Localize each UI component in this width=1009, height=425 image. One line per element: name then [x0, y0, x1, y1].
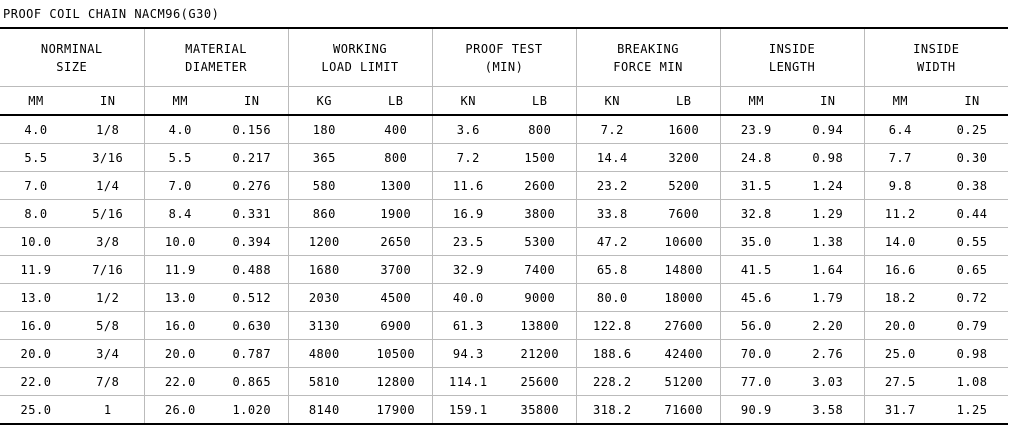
table-cell: 27.5	[864, 368, 936, 396]
table-cell: 1300	[360, 172, 432, 200]
table-cell: 5.5	[0, 144, 72, 172]
table-cell: 0.488	[216, 256, 288, 284]
table-cell: 5/16	[72, 200, 144, 228]
table-cell: 122.8	[576, 312, 648, 340]
table-cell: 10600	[648, 228, 720, 256]
table-cell: 7.0	[144, 172, 216, 200]
table-row	[0, 228, 1008, 256]
table-cell: 0.94	[792, 115, 864, 144]
table-cell: 7600	[648, 200, 720, 228]
table-cell: 0.98	[936, 340, 1008, 368]
unit-header-cell: KN	[576, 87, 648, 116]
table-cell: 0.55	[936, 228, 1008, 256]
table-cell: 31.5	[720, 172, 792, 200]
header-line: WIDTH	[916, 59, 956, 74]
table-cell: 3/8	[72, 228, 144, 256]
table-cell: 11.6	[432, 172, 504, 200]
table-cell: 21200	[504, 340, 576, 368]
table-cell: 7.2	[576, 115, 648, 144]
header-line: LOAD LIMIT	[321, 59, 399, 74]
table-cell: 20.0	[864, 312, 936, 340]
unit-header-row	[0, 87, 1008, 116]
table-cell: 114.1	[432, 368, 504, 396]
unit-header-cell: MM	[0, 87, 72, 116]
table-cell: 2650	[360, 228, 432, 256]
table-cell: 0.787	[216, 340, 288, 368]
table-cell: 20.0	[0, 340, 72, 368]
table-cell: 7.0	[0, 172, 72, 200]
table-cell: 0.276	[216, 172, 288, 200]
table-cell: 16.9	[432, 200, 504, 228]
table-cell: 8140	[288, 396, 360, 425]
table-cell: 0.156	[216, 115, 288, 144]
table-cell: 0.44	[936, 200, 1008, 228]
table-cell: 4.0	[144, 115, 216, 144]
table-row	[0, 368, 1008, 396]
table-cell: 1.08	[936, 368, 1008, 396]
unit-header-cell: KG	[288, 87, 360, 116]
header-line: PROOF TEST	[465, 41, 543, 56]
table-cell: 580	[288, 172, 360, 200]
table-cell: 0.65	[936, 256, 1008, 284]
table-cell: 16.0	[0, 312, 72, 340]
table-cell: 0.79	[936, 312, 1008, 340]
table-cell: 10500	[360, 340, 432, 368]
table-cell: 800	[360, 144, 432, 172]
table-cell: 7.2	[432, 144, 504, 172]
table-cell: 10.0	[0, 228, 72, 256]
table-row	[0, 340, 1008, 368]
table-cell: 1680	[288, 256, 360, 284]
table-cell: 41.5	[720, 256, 792, 284]
table-cell: 17900	[360, 396, 432, 425]
table-title: PROOF COIL CHAIN NACM96(G30)	[3, 7, 220, 21]
table-cell: 13800	[504, 312, 576, 340]
table-cell: 18.2	[864, 284, 936, 312]
table-cell: 4500	[360, 284, 432, 312]
table-cell: 3.6	[432, 115, 504, 144]
table-cell: 13.0	[144, 284, 216, 312]
table-cell: 3.58	[792, 396, 864, 425]
header-material-diameter	[144, 28, 288, 87]
table-cell: 20.0	[144, 340, 216, 368]
unit-header-cell: MM	[864, 87, 936, 116]
table-cell: 1/4	[72, 172, 144, 200]
table-cell: 31.7	[864, 396, 936, 425]
table-row	[0, 284, 1008, 312]
table-cell: 80.0	[576, 284, 648, 312]
table-cell: 24.8	[720, 144, 792, 172]
table-cell: 860	[288, 200, 360, 228]
table-cell: 228.2	[576, 368, 648, 396]
unit-header-cell: KN	[432, 87, 504, 116]
unit-header-cell: IN	[72, 87, 144, 116]
table-cell: 3130	[288, 312, 360, 340]
table-cell: 1/8	[72, 115, 144, 144]
table-cell: 16.0	[144, 312, 216, 340]
unit-header-cell: LB	[504, 87, 576, 116]
table-cell: 25.0	[0, 396, 72, 425]
table-cell: 1.79	[792, 284, 864, 312]
table-cell: 0.38	[936, 172, 1008, 200]
table-cell: 5200	[648, 172, 720, 200]
table-cell: 2.20	[792, 312, 864, 340]
header-line: FORCE MIN	[613, 59, 683, 74]
unit-header-cell: IN	[792, 87, 864, 116]
unit-header-cell: IN	[936, 87, 1008, 116]
table-cell: 7400	[504, 256, 576, 284]
table-cell: 1.020	[216, 396, 288, 425]
header-line: INSIDE	[913, 41, 960, 56]
table-cell: 42400	[648, 340, 720, 368]
table-cell: 1.64	[792, 256, 864, 284]
table-cell: 90.9	[720, 396, 792, 425]
table-cell: 9.8	[864, 172, 936, 200]
table-cell: 25600	[504, 368, 576, 396]
table-cell: 18000	[648, 284, 720, 312]
unit-header-cell: LB	[360, 87, 432, 116]
table-cell: 0.30	[936, 144, 1008, 172]
header-proof-test	[432, 28, 576, 87]
table-cell: 1/2	[72, 284, 144, 312]
table-cell: 3/16	[72, 144, 144, 172]
table-cell: 1900	[360, 200, 432, 228]
header-line: MATERIAL	[185, 41, 247, 56]
table-cell: 9000	[504, 284, 576, 312]
table-cell: 0.217	[216, 144, 288, 172]
table-cell: 23.9	[720, 115, 792, 144]
table-cell: 22.0	[144, 368, 216, 396]
unit-header-cell: MM	[720, 87, 792, 116]
table-cell: 5/8	[72, 312, 144, 340]
table-row	[0, 144, 1008, 172]
table-cell: 0.512	[216, 284, 288, 312]
table-cell: 1500	[504, 144, 576, 172]
table-row	[0, 396, 1008, 425]
table-cell: 14.0	[864, 228, 936, 256]
table-cell: 0.72	[936, 284, 1008, 312]
header-line: (MIN)	[484, 59, 524, 74]
table-cell: 40.0	[432, 284, 504, 312]
group-header-row	[0, 28, 1008, 87]
table-cell: 0.865	[216, 368, 288, 396]
table-cell: 3200	[648, 144, 720, 172]
table-cell: 3/4	[72, 340, 144, 368]
table-cell: 23.5	[432, 228, 504, 256]
header-line: NORMINAL	[40, 41, 103, 56]
header-breaking-force	[576, 28, 720, 87]
table-cell: 61.3	[432, 312, 504, 340]
table-cell: 3.03	[792, 368, 864, 396]
table-cell: 65.8	[576, 256, 648, 284]
table-cell: 7.7	[864, 144, 936, 172]
table-cell: 0.630	[216, 312, 288, 340]
table-row	[0, 312, 1008, 340]
table-cell: 12800	[360, 368, 432, 396]
table-cell: 33.8	[576, 200, 648, 228]
table-cell: 27600	[648, 312, 720, 340]
table-cell: 318.2	[576, 396, 648, 425]
table-cell: 188.6	[576, 340, 648, 368]
table-cell: 45.6	[720, 284, 792, 312]
table-cell: 8.4	[144, 200, 216, 228]
table-cell: 47.2	[576, 228, 648, 256]
table-cell: 16.6	[864, 256, 936, 284]
table-cell: 4.0	[0, 115, 72, 144]
unit-header-cell: MM	[144, 87, 216, 116]
chain-spec-table	[0, 27, 1008, 425]
table-cell: 0.331	[216, 200, 288, 228]
table-cell: 159.1	[432, 396, 504, 425]
header-line: INSIDE	[768, 41, 816, 56]
table-body	[0, 115, 1008, 424]
table-cell: 6900	[360, 312, 432, 340]
table-cell: 32.8	[720, 200, 792, 228]
table-cell: 70.0	[720, 340, 792, 368]
table-cell: 2600	[504, 172, 576, 200]
table-cell: 3800	[504, 200, 576, 228]
table-cell: 22.0	[0, 368, 72, 396]
header-inside-width	[864, 28, 1008, 87]
table-cell: 94.3	[432, 340, 504, 368]
header-line: BREAKING	[617, 41, 679, 56]
header-inside-length	[720, 28, 864, 87]
table-cell: 11.9	[144, 256, 216, 284]
header-nominal-size	[0, 28, 144, 87]
table-cell: 5300	[504, 228, 576, 256]
table-row	[0, 172, 1008, 200]
table-cell: 800	[504, 115, 576, 144]
table-cell: 35800	[504, 396, 576, 425]
table-cell: 0.25	[936, 115, 1008, 144]
table-cell: 51200	[648, 368, 720, 396]
table-cell: 400	[360, 115, 432, 144]
table-cell: 180	[288, 115, 360, 144]
table-cell: 8.0	[0, 200, 72, 228]
table-row	[0, 200, 1008, 228]
table-cell: 11.2	[864, 200, 936, 228]
table-cell: 1.29	[792, 200, 864, 228]
header-line: WORKING	[332, 41, 388, 56]
table-cell: 11.9	[0, 256, 72, 284]
table-cell: 14.4	[576, 144, 648, 172]
header-working-load-limit	[288, 28, 432, 87]
unit-header-cell: IN	[216, 87, 288, 116]
table-cell: 0.394	[216, 228, 288, 256]
table-cell: 1600	[648, 115, 720, 144]
table-cell: 23.2	[576, 172, 648, 200]
table-cell: 7/16	[72, 256, 144, 284]
table-row	[0, 256, 1008, 284]
header-line: DIAMETER	[185, 59, 247, 74]
table-cell: 10.0	[144, 228, 216, 256]
table-cell: 365	[288, 144, 360, 172]
table-cell: 56.0	[720, 312, 792, 340]
table-cell: 5810	[288, 368, 360, 396]
table-cell: 77.0	[720, 368, 792, 396]
table-cell: 1.25	[936, 396, 1008, 425]
table-cell: 0.98	[792, 144, 864, 172]
table-cell: 1.38	[792, 228, 864, 256]
table-cell: 6.4	[864, 115, 936, 144]
table-cell: 1	[72, 396, 144, 425]
table-cell: 7/8	[72, 368, 144, 396]
table-cell: 14800	[648, 256, 720, 284]
table-cell: 3700	[360, 256, 432, 284]
table-cell: 13.0	[0, 284, 72, 312]
table-cell: 5.5	[144, 144, 216, 172]
header-line: SIZE	[56, 59, 88, 74]
table-row	[0, 115, 1008, 144]
table-cell: 1.24	[792, 172, 864, 200]
table-cell: 32.9	[432, 256, 504, 284]
table-cell: 2.76	[792, 340, 864, 368]
table-cell: 2030	[288, 284, 360, 312]
unit-header-cell: LB	[648, 87, 720, 116]
table-cell: 26.0	[144, 396, 216, 425]
table-cell: 4800	[288, 340, 360, 368]
header-line: LENGTH	[768, 59, 816, 74]
table-cell: 1200	[288, 228, 360, 256]
table-cell: 35.0	[720, 228, 792, 256]
table-cell: 71600	[648, 396, 720, 425]
table-cell: 25.0	[864, 340, 936, 368]
